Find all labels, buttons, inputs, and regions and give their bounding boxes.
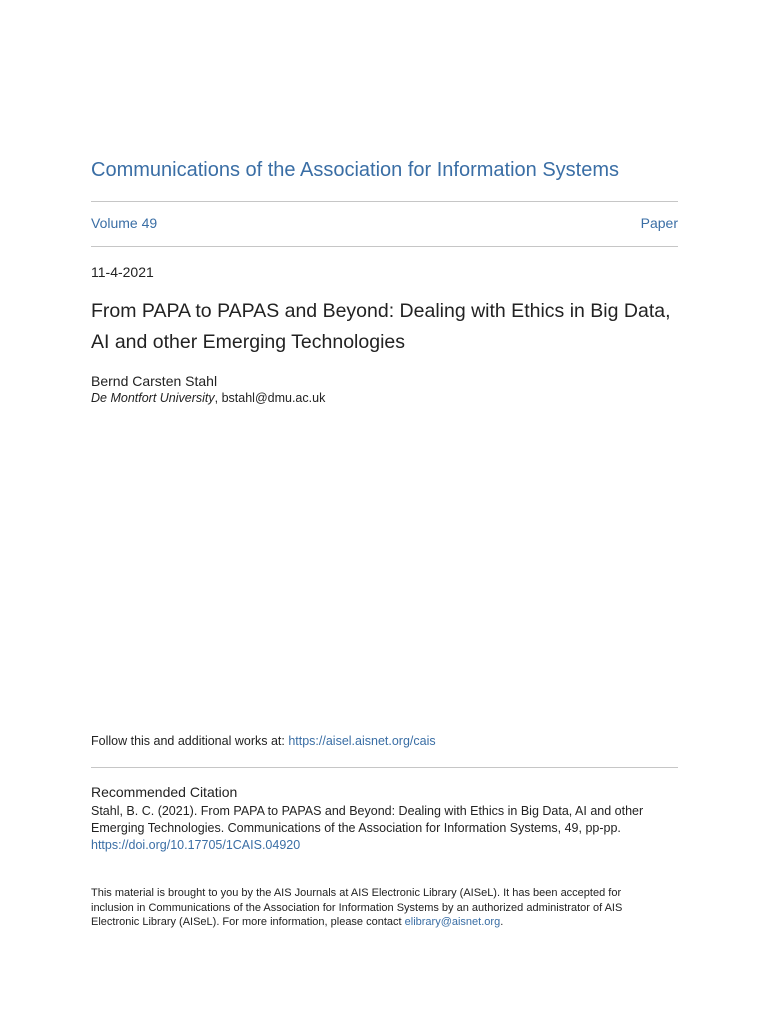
author-affiliation bbox=[91, 390, 325, 406]
follow-link[interactable]: https://aisel.aisnet.org/cais bbox=[288, 734, 436, 748]
divider-top bbox=[91, 201, 678, 202]
recommended-citation-heading: Recommended Citation bbox=[91, 784, 238, 800]
publication-date: 11-4-2021 bbox=[91, 264, 154, 280]
footer-notice bbox=[91, 886, 681, 930]
footer-line-1: This material is brought to you by the AIS Journals at AIS Electronic Library (AISeL). It has been accepted for bbox=[91, 887, 622, 899]
paper-link[interactable]: Paper bbox=[640, 215, 678, 231]
author-email: , bstahl@dmu.ac.uk bbox=[214, 391, 326, 405]
footer-line-2: inclusion in Communications of the Association for Information Systems by an authorized administrator of AIS bbox=[91, 901, 623, 914]
volume-link[interactable]: Volume 49 bbox=[91, 215, 158, 231]
citation-text bbox=[91, 803, 681, 854]
journal-title-link[interactable]: Communications of the Association for Information Systems bbox=[91, 159, 620, 181]
doi-link[interactable]: https://doi.org/10.17705/1CAIS.04920 bbox=[91, 838, 301, 852]
divider-bottom bbox=[91, 246, 678, 247]
divider-citation bbox=[91, 767, 678, 768]
follow-line bbox=[91, 733, 436, 750]
footer-line-3-prefix: Electronic Library (AISeL). For more information, please contact bbox=[91, 916, 405, 928]
footer-line-3-suffix: . bbox=[500, 916, 504, 928]
citation-line-1: Stahl, B. C. (2021). From PAPA to PAPAS and Beyond: Dealing with Ethics in Big Data, AI and other bbox=[91, 804, 644, 818]
author-name: Bernd Carsten Stahl bbox=[91, 373, 218, 389]
paper-title-line-2: AI and other Emerging Technologies bbox=[91, 331, 406, 353]
author-institution: De Montfort University bbox=[91, 391, 215, 405]
footer-line-3 bbox=[91, 915, 681, 930]
follow-text: Follow this and additional works at: bbox=[91, 734, 289, 748]
paper-title bbox=[91, 296, 691, 358]
contact-email-link[interactable]: elibrary@aisnet.org bbox=[404, 916, 501, 928]
paper-title-line-1: From PAPA to PAPAS and Beyond: Dealing with Ethics in Big Data, bbox=[91, 300, 671, 322]
citation-line-2: Emerging Technologies. Communications of the Association for Information Systems, 49, pp-pp. bbox=[91, 821, 621, 835]
